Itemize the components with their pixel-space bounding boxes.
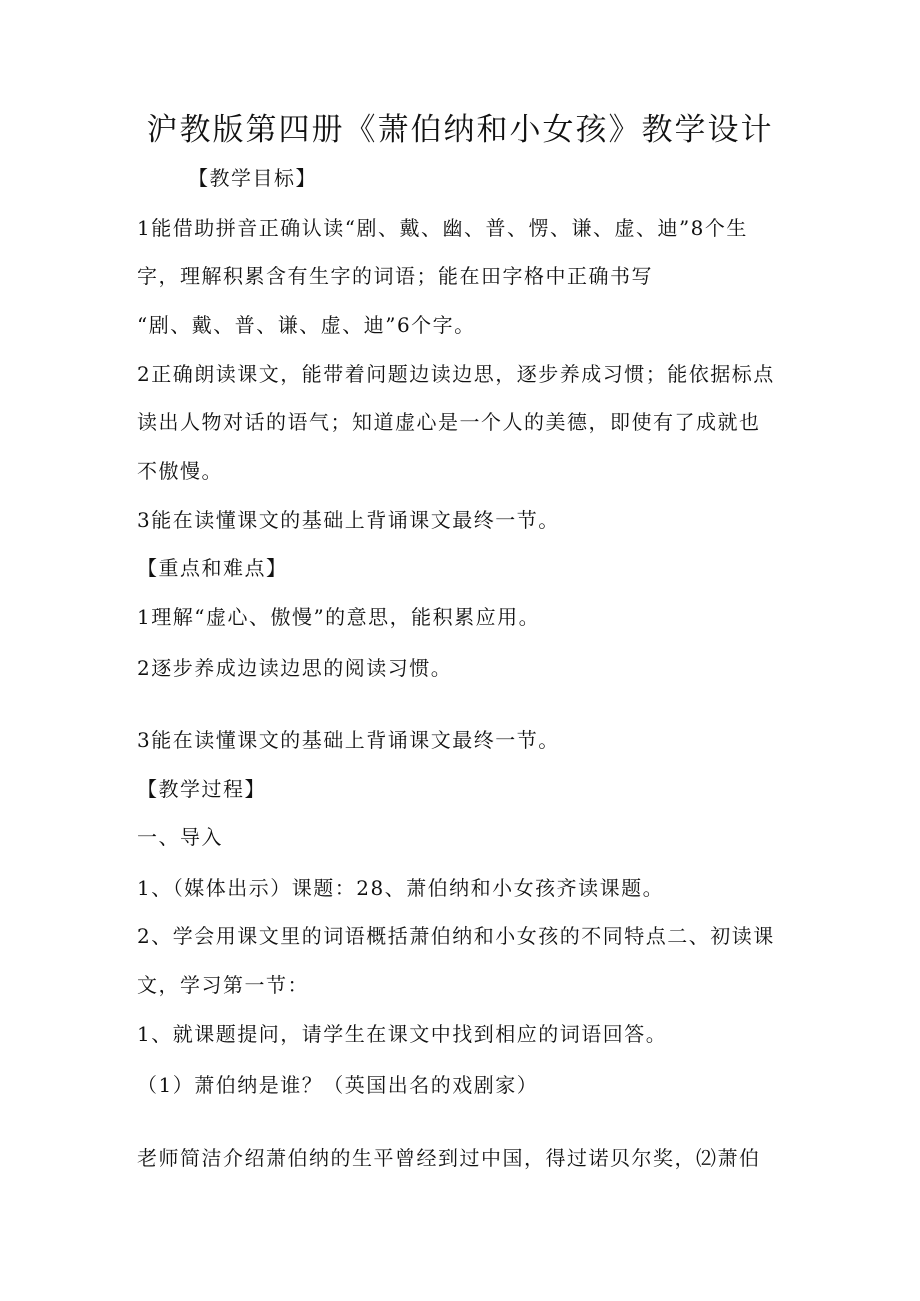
section-heading-key-points: 【重点和难点】: [137, 556, 288, 580]
paragraph-line: 1、（媒体出示）课题：28、萧伯纳和小女孩齐读课题。: [137, 876, 665, 900]
paragraph-line: 3能在读懂课文的基础上背诵课文最终一节。: [137, 728, 560, 752]
paragraph-line: 2逐步养成边读边思的阅读习惯。: [137, 656, 453, 680]
paragraph-line: 2正确朗读课文，能带着问题边读边思，逐步养成习惯；能依据标点: [137, 362, 775, 386]
paragraph-line: 一、导入: [137, 825, 223, 849]
paragraph-line: 2、学会用课文里的词语概括萧伯纳和小女孩的不同特点二、初读课: [137, 924, 775, 948]
section-heading-process: 【教学过程】: [137, 777, 266, 801]
paragraph-line: 字，理解积累含有生字的词语；能在田字格中正确书写: [137, 264, 653, 288]
section-heading-objectives: 【教学目标】: [188, 166, 317, 190]
paragraph-line: 1能借助拼音正确认读“剧、戴、幽、普、愣、谦、虚、迪”8个生: [137, 216, 748, 240]
paragraph-line: “剧、戴、普、谦、虚、迪”6个字。: [137, 313, 476, 337]
paragraph-line: 老师简洁介绍萧伯纳的生平曾经到过中国，得过诺贝尔奖，⑵萧伯: [137, 1146, 761, 1170]
paragraph-line: （1）萧伯纳是谁？（英国出名的戏剧家）: [137, 1073, 539, 1097]
page-title: 沪教版第四册《萧伯纳和小女孩》教学设计: [146, 112, 774, 148]
paragraph-line: 文，学习第一节：: [137, 973, 309, 997]
paragraph-line: 1、就课题提问，请学生在课文中找到相应的词语回答。: [137, 1022, 668, 1046]
paragraph-line: 读出人物对话的语气；知道虚心是一个人的美德，即使有了成就也: [137, 410, 761, 434]
paragraph-line: 3能在读懂课文的基础上背诵课文最终一节。: [137, 508, 560, 532]
paragraph-line: 1理解“虚心、傲慢”的意思，能积累应用。: [137, 605, 541, 629]
paragraph-line: 不傲慢。: [137, 459, 223, 483]
